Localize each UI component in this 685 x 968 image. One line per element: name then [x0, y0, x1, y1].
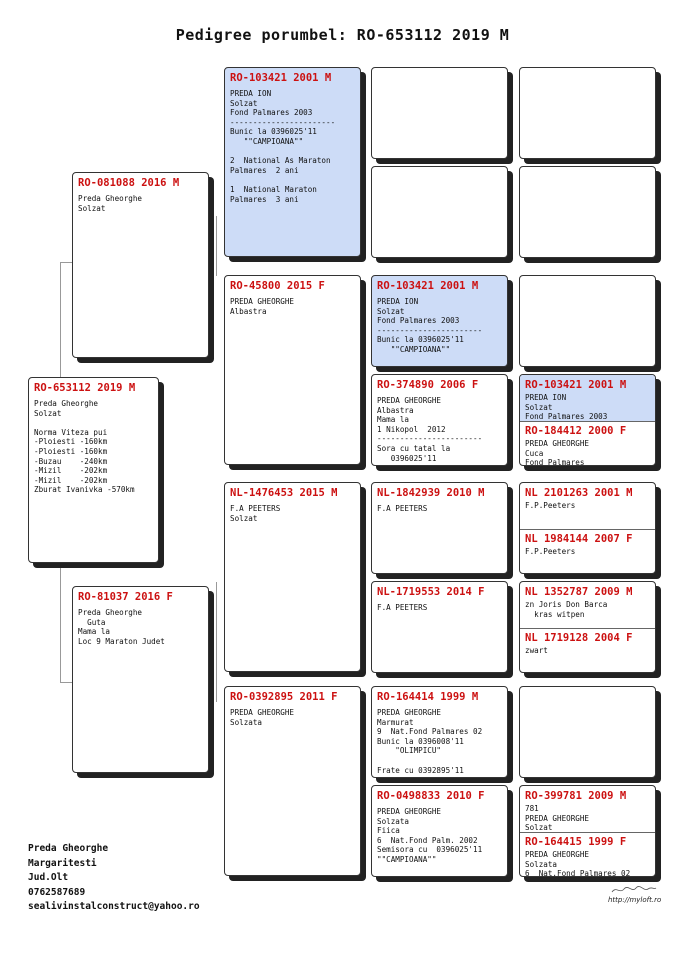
pigeon-card-empty[interactable]	[519, 166, 656, 258]
pigeon-details: PREDA GHEORGHE Albastra Mama la 1 Nikopol 2012 ----------------------- Sora cu tatal la 0396025'11	[377, 396, 483, 463]
ring-number: NL 2101263 2001 M	[525, 487, 633, 499]
pigeon-details: PREDA GHEORGHE Albastra	[230, 297, 295, 316]
pigeon-card-dam-sire-sire[interactable]	[371, 482, 508, 574]
pigeon-card-empty[interactable]	[519, 686, 656, 778]
pigeon-half-dam[interactable]	[520, 529, 655, 574]
pigeon-details: Preda Gheorghe Solzat Norma Viteza pui -Ploiesti -160km -Ploiesti -160km -Buzau -240km -Mizil -202km -Mizil -202km Zburat Ivanivka -570km	[34, 399, 135, 495]
ring-number: NL 1719128 2004 F	[525, 632, 633, 644]
ring-number: RO-164415 1999 F	[525, 836, 627, 848]
pigeon-card-dam-sire-dam[interactable]	[371, 581, 508, 673]
connector-line	[216, 216, 217, 276]
pigeon-half-sire[interactable]	[520, 375, 655, 421]
pigeon-details: PREDA ION Solzat Fond Palmares 2003 ----------------------- Bunic la 0396025'11 ""CAMPIOANA"" 2 National As Maraton Palmares 2 ani 1 National Maraton Palmares 3 ani	[230, 89, 336, 204]
pigeon-card-pair[interactable]	[519, 482, 656, 574]
pigeon-details: PREDA GHEORGHE Solzata Fiica 6 Nat.Fond Palm. 2002 Semisora cu 0396025'11 ""CAMPIOANA""	[377, 807, 483, 864]
pigeon-details: 781 PREDA GHEORGHE Solzat	[525, 804, 590, 832]
ring-number: NL-1842939 2010 M	[377, 487, 485, 499]
ring-number: RO-164414 1999 M	[377, 691, 479, 703]
pigeon-card-sire[interactable]	[72, 172, 209, 358]
ring-number: RO-374890 2006 F	[377, 379, 479, 391]
ring-number: RO-0498833 2010 F	[377, 790, 485, 802]
ring-number: RO-0392895 2011 F	[230, 691, 338, 703]
pigeon-card-dam-dam[interactable]	[224, 686, 361, 876]
ring-number: RO-103421 2001 M	[525, 379, 627, 391]
ring-number: NL 1984144 2007 F	[525, 533, 633, 545]
pigeon-half-sire[interactable]	[520, 582, 655, 628]
pigeon-half-dam[interactable]	[520, 421, 655, 466]
ring-number: RO-081088 2016 M	[78, 177, 180, 189]
connector-line	[216, 582, 217, 702]
pigeon-details: F.A PEETERS Solzat	[230, 504, 281, 523]
pigeon-card-empty[interactable]	[519, 67, 656, 159]
pigeon-details: Preda Gheorghe Guta Mama la Loc 9 Maraton Judet	[78, 608, 165, 646]
ring-number: RO-103421 2001 M	[230, 72, 332, 84]
pigeon-card-empty[interactable]	[371, 166, 508, 258]
pigeon-card-dam-dam-sire[interactable]	[371, 686, 508, 778]
pigeon-details: zn Joris Don Barca kras witpen	[525, 600, 608, 619]
signature-icon	[610, 884, 658, 896]
pigeon-half-sire[interactable]	[520, 786, 655, 832]
pigeon-details: F.A PEETERS	[377, 504, 428, 513]
pigeon-half-dam[interactable]	[520, 628, 655, 673]
website-link[interactable]: http://myloft.ro	[608, 896, 662, 904]
pigeon-details: PREDA GHEORGHE Marmurat 9 Nat.Fond Palmares 02 Bunic la 0396008'11 "OLIMPICU" Frate cu 0392895'11	[377, 708, 483, 775]
connector-line	[60, 682, 72, 683]
pigeon-card-sire-dam[interactable]	[224, 275, 361, 465]
pigeon-half-dam[interactable]	[520, 832, 655, 877]
pigeon-card-dam-sire[interactable]	[224, 482, 361, 672]
pigeon-card-empty[interactable]	[371, 67, 508, 159]
connector-line	[60, 262, 72, 263]
pigeon-card-pair[interactable]	[519, 785, 656, 877]
pigeon-card-sire-dam-sire[interactable]	[371, 275, 508, 367]
ring-number: RO-81037 2016 F	[78, 591, 173, 603]
pigeon-details: Preda Gheorghe Solzat	[78, 194, 143, 213]
ring-number: RO-103421 2001 M	[377, 280, 479, 292]
pigeon-details: PREDA ION Solzat Fond Palmares 2003 ----------------------- Bunic la 0396025'11 ""CAMPIOANA""	[377, 297, 483, 354]
pigeon-details: PREDA ION Solzat Fond Palmares 2003	[525, 393, 608, 421]
pigeon-details: zwart	[525, 646, 548, 655]
ring-number: NL-1719553 2014 F	[377, 586, 485, 598]
pigeon-details: PREDA GHEORGHE Solzata	[230, 708, 295, 727]
pigeon-card-pair[interactable]	[519, 581, 656, 673]
ring-number: RO-184412 2000 F	[525, 425, 627, 437]
pigeon-details: F.P.Peeters	[525, 501, 576, 510]
pigeon-card-dam-dam-dam[interactable]	[371, 785, 508, 877]
pigeon-card-dam[interactable]	[72, 586, 209, 773]
ring-number: RO-653112 2019 M	[34, 382, 136, 394]
pigeon-card-sire-sire[interactable]	[224, 67, 361, 257]
ring-number: NL 1352787 2009 M	[525, 586, 633, 598]
pigeon-card-pair[interactable]	[519, 374, 656, 466]
pigeon-card-empty[interactable]	[519, 275, 656, 367]
ring-number: NL-1476453 2015 M	[230, 487, 338, 499]
pigeon-details: F.A PEETERS	[377, 603, 428, 612]
pigeon-card-subject[interactable]	[28, 377, 159, 563]
breeder-contact: Preda Gheorghe Margaritesti Jud.Olt 0762587689 sealivinstalconstruct@yahoo.ro	[28, 843, 200, 912]
ring-number: RO-45800 2015 F	[230, 280, 325, 292]
pigeon-half-sire[interactable]	[520, 483, 655, 529]
ring-number: RO-399781 2009 M	[525, 790, 627, 802]
pigeon-details: PREDA GHEORGHE Solzata 6 Nat.Fond Palmares 02	[525, 850, 631, 877]
page-title: Pedigree porumbel: RO-653112 2019 M	[175, 26, 510, 44]
pigeon-card-sire-dam-dam[interactable]	[371, 374, 508, 466]
pigeon-details: F.P.Peeters	[525, 547, 576, 556]
pigeon-details: PREDA GHEORGHE Cuca Fond Palmares	[525, 439, 590, 466]
